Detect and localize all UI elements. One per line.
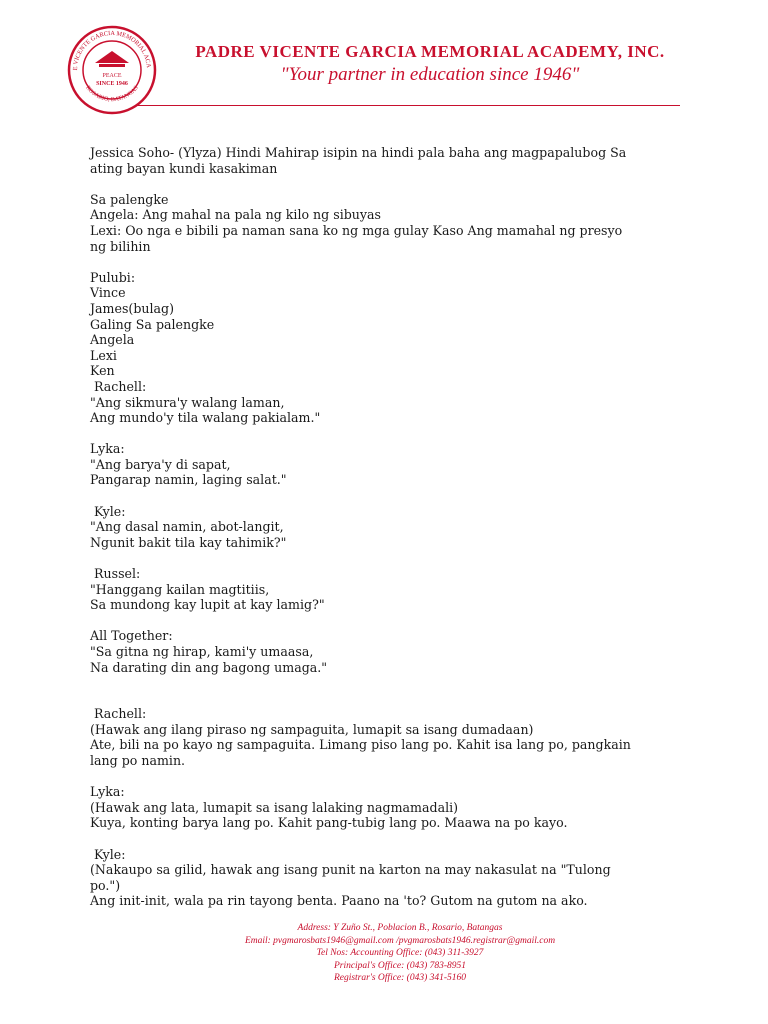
text-line: ating bayan kundi kasakiman	[90, 160, 278, 176]
text-line: Sa mundong kay lupit at kay lamig?"	[90, 597, 325, 613]
text-line: Lexi	[90, 347, 117, 363]
text-line: Jessica Soho- (Ylyza) Hindi Mahirap isipin na hindi pala baha ang magpapalubog Sa	[90, 145, 627, 160]
script-body	[90, 145, 700, 909]
palengke-scene	[90, 192, 700, 254]
text-line: Lexi: Oo nga e bibili pa naman sana ko ng mga gulay Kaso Ang mamahal ng presyo	[90, 222, 623, 238]
speaker-label: Lyka:	[90, 784, 125, 800]
footer-tel: Tel Nos: Accounting Office: (043) 311-3927	[316, 948, 484, 958]
text-line: Pulubi:	[90, 269, 136, 285]
cast-list	[90, 270, 700, 379]
text-line: "Ang barya'y di sapat,	[90, 456, 231, 472]
logo-text-top: E VICENTE GARCIA MEMORIAL ACA	[71, 29, 152, 71]
footer-contact	[200, 922, 600, 985]
lyka-scene	[90, 784, 700, 831]
text-line: Ngunit bakit tila kay tahimik?"	[90, 534, 287, 550]
footer-address: Address: Y Zuño St., Poblacion B., Rosario, Batangas	[297, 923, 503, 933]
stage-direction: (Hawak ang ilang piraso ng sampaguita, lumapit sa isang dumadaan)	[90, 721, 534, 737]
stage-direction: (Hawak ang lata, lumapit sa isang lalaking nagmamadali)	[90, 799, 459, 815]
school-seal-logo	[67, 25, 157, 115]
footer-registrar: Registrar's Office: (043) 341-5160	[333, 973, 467, 983]
russel-verse	[90, 566, 700, 613]
text-line: Ang mundo'y tila walang pakialam."	[90, 410, 321, 426]
text-line: Galing Sa palengke	[90, 316, 215, 332]
all-together-verse	[90, 628, 700, 675]
text-line: lang po namin.	[90, 752, 186, 768]
text-line: Pangarap namin, laging salat."	[90, 472, 287, 488]
footer-email: Email: pvgmarosbats1946@gmail.com /pvgmarosbats1946.registrar@gmail.com	[244, 935, 556, 946]
text-line: "Hanggang kailan magtitiis,	[90, 581, 270, 597]
text-line: Vince	[90, 285, 126, 301]
text-line: Na darating din ang bagong umaga."	[90, 659, 328, 675]
text-line: "Sa gitna ng hirap, kami'y umaasa,	[90, 644, 314, 659]
speaker-label: Kyle:	[90, 846, 126, 862]
stage-direction: (Nakaupo sa gilid, hawak ang isang punit na karton na may nakasulat na "Tulong	[90, 862, 611, 878]
footer-principal: Principal's Office: (043) 783-8951	[333, 960, 467, 971]
text-line: Angela	[90, 332, 135, 348]
speaker-label: Kyle:	[90, 503, 126, 519]
text-line: "Ang sikmura'y walang laman,	[90, 394, 285, 410]
text-line: Angela: Ang mahal na pala ng kilo ng sibuyas	[90, 207, 381, 223]
header-divider	[136, 105, 680, 106]
speaker-label: Lyka:	[90, 441, 125, 457]
text-line: Ang init-init, wala pa rin tayong benta. Paano na 'to? Gutom na gutom na ako.	[90, 893, 588, 909]
text-line: ng bilihin	[90, 238, 151, 254]
text-line: "Ang dasal namin, abot-langit,	[90, 519, 284, 535]
lyka-verse	[90, 441, 700, 488]
stage-direction: po.")	[90, 877, 121, 893]
text-line: Ate, bili na po kayo ng sampaguita. Limang piso lang po. Kahit isa lang po, pangkain	[90, 737, 631, 753]
speaker-label: Rachell:	[90, 378, 147, 394]
text-line: Kuya, konting barya lang po. Kahit pang-tubig lang po. Maawa na po kayo.	[90, 815, 568, 831]
speaker-label: Russel:	[90, 566, 141, 582]
text-line: Ken	[90, 363, 115, 379]
logo-inner-1: PEACE	[102, 73, 122, 79]
school-name: PADRE VICENTE GARCIA MEMORIAL ACADEMY, INC.	[195, 42, 665, 61]
rachell-scene	[90, 706, 700, 768]
rachell-verse	[90, 379, 700, 426]
svg-text:PADRE VICENTE GARCIA MEMORIAL	[67, 25, 152, 70]
logo-inner-2: SINCE 1946	[96, 81, 128, 87]
intro-block	[90, 145, 700, 176]
svg-text:ROSARIO, BATANGAS	[84, 85, 140, 103]
text-line: James(bulag)	[90, 300, 175, 316]
kyle-verse	[90, 504, 700, 551]
school-tagline: "Your partner in education since 1946"	[280, 64, 580, 85]
text-line: Sa palengke	[90, 191, 169, 207]
speaker-label: Rachell:	[90, 706, 147, 722]
speaker-label: All Together:	[90, 628, 173, 644]
kyle-scene	[90, 847, 700, 909]
logo-text-bottom: ROSARIO, BATANGAS	[84, 84, 140, 104]
